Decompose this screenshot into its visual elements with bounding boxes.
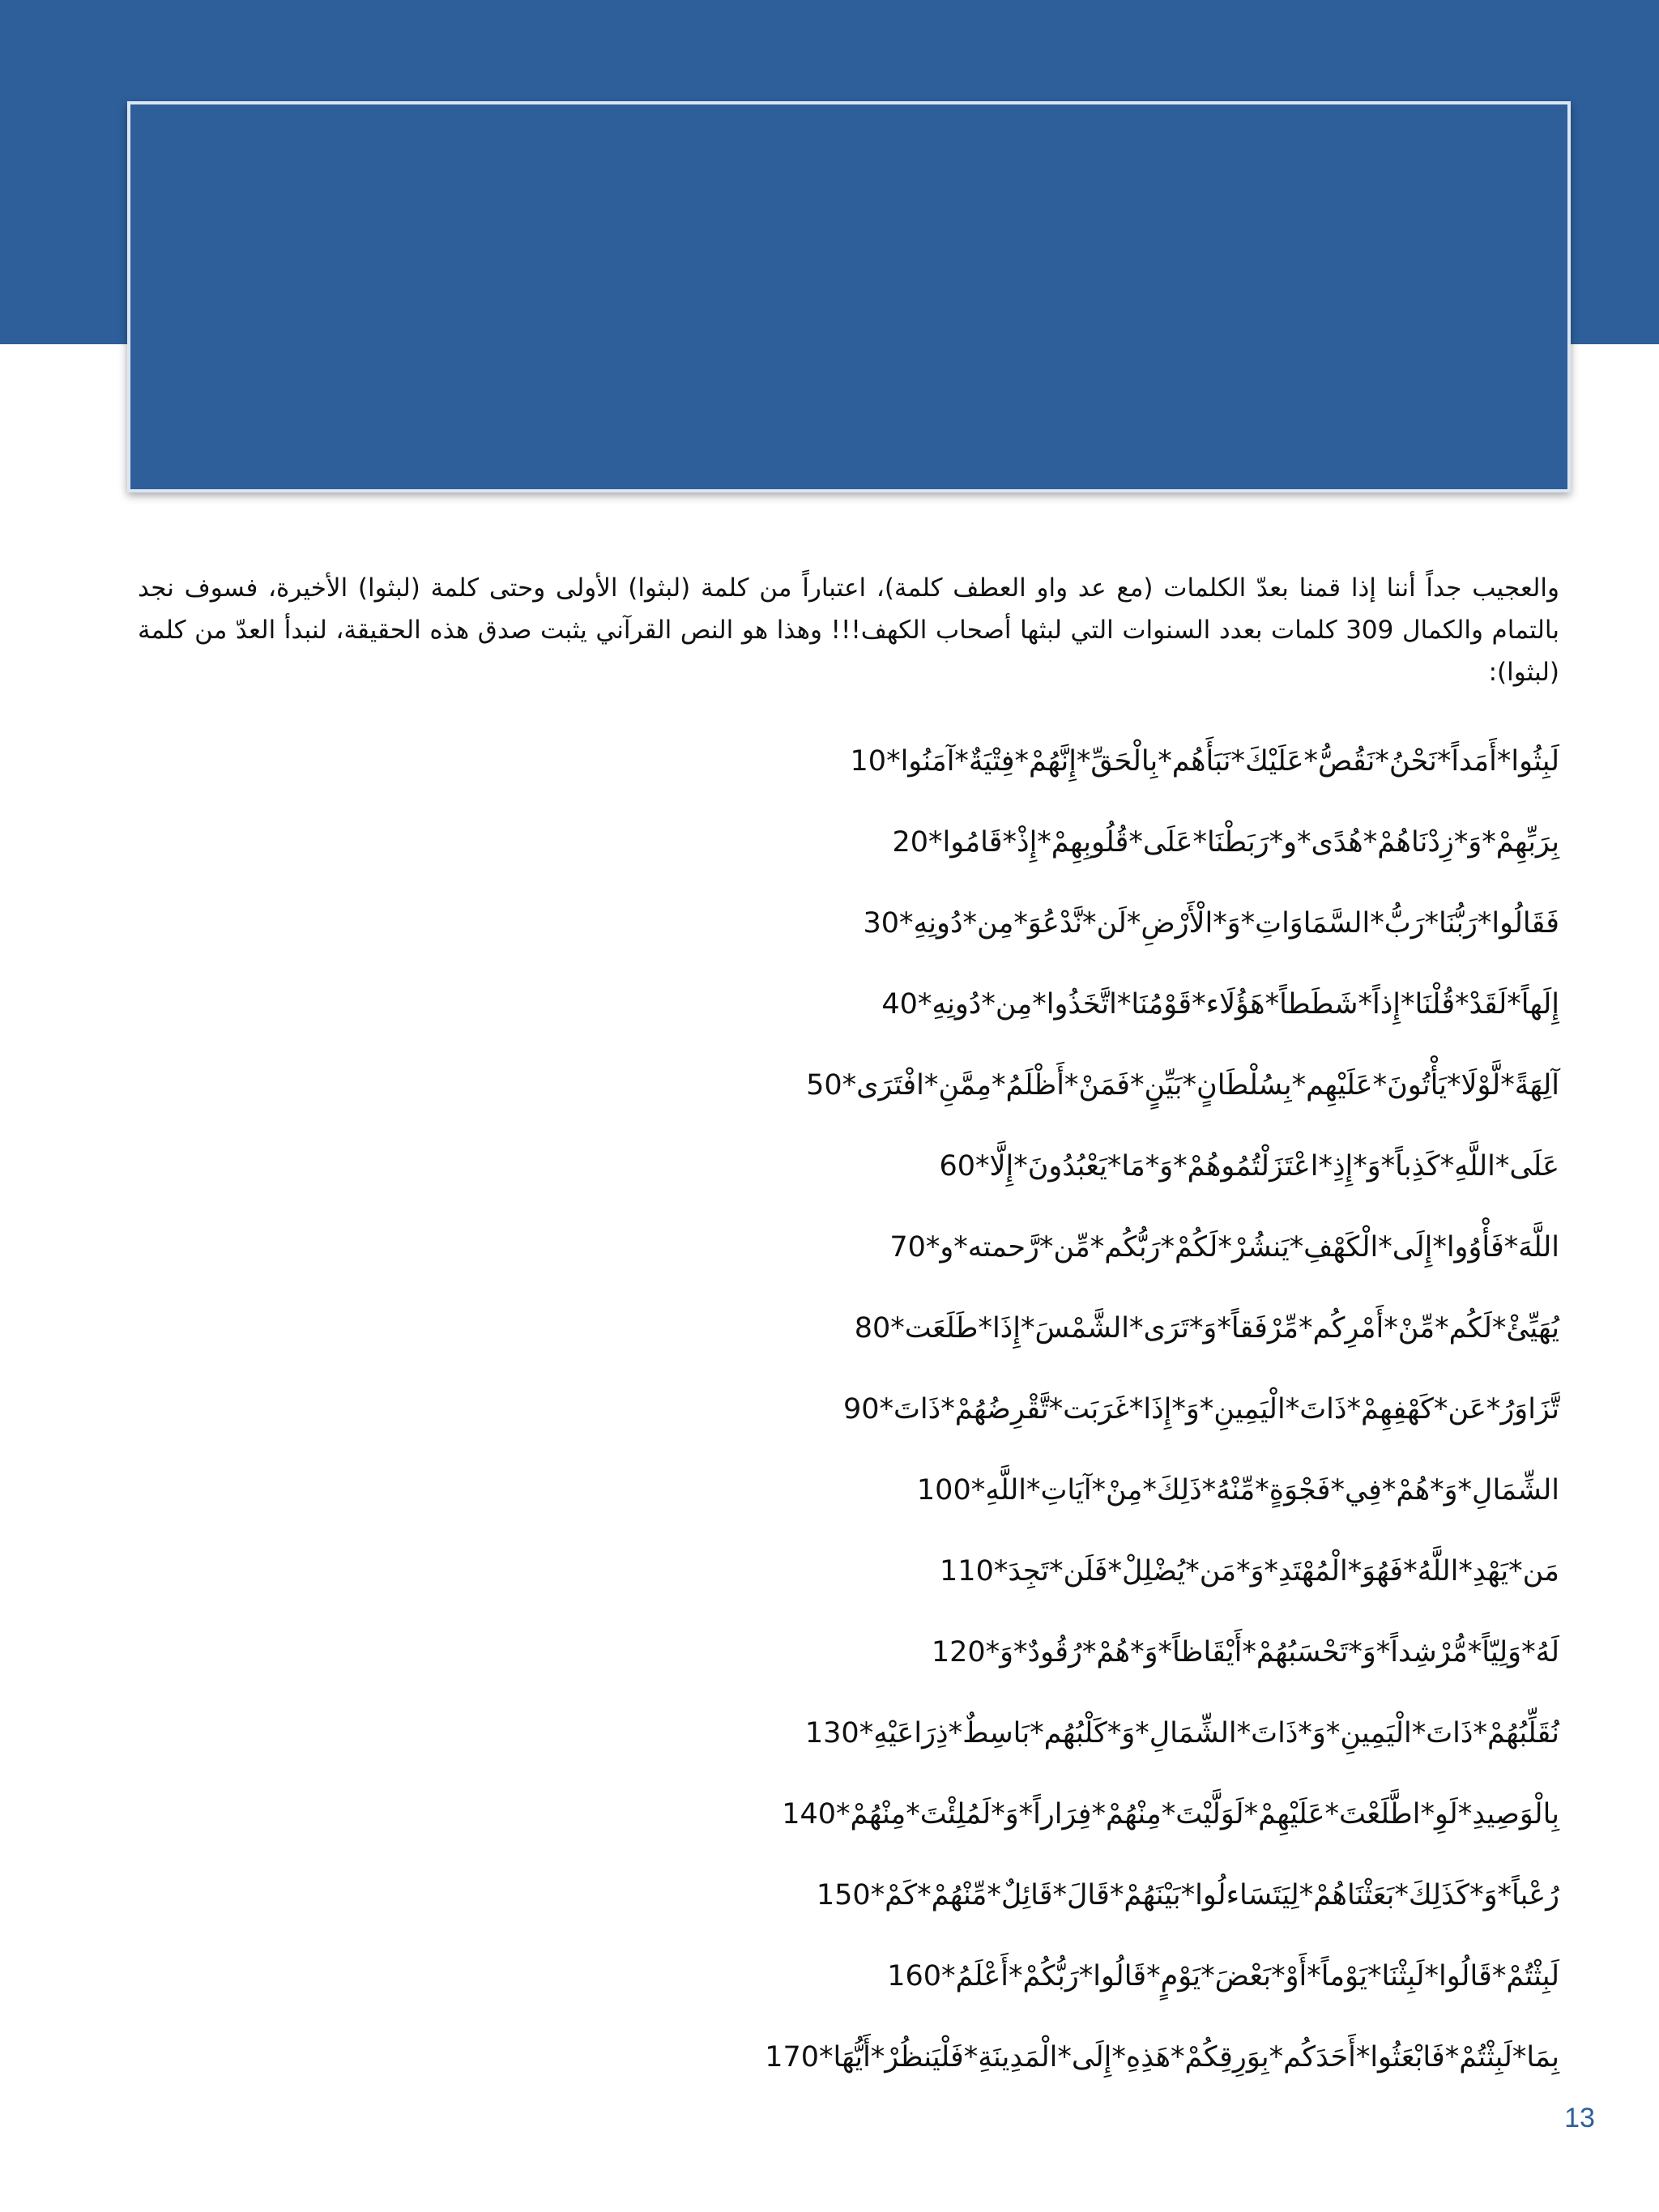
- verse-line: إِلَهاً*لَقَدْ*قُلْنَا*إِذاً*شَطَطاً*هَؤُلَاء*قَوْمُنَا*اتَّخَذُوا*مِن*دُونِهِ*40: [881, 988, 1559, 1021]
- verse-line: بِرَبِّهِمْ*وَ*زِدْنَاهُمْ*هُدًى*و*رَبَطْنَا*عَلَى*قُلُوبِهِمْ*إِذْ*قَامُوا*20: [892, 826, 1559, 859]
- verse-line: الشِّمَالِ*وَ*هُمْ*فِي*فَجْوَةٍ*مِّنْهُ*ذَلِكَ*مِنْ*آيَاتِ*اللَّهِ*100: [916, 1474, 1559, 1507]
- verse-line: اللَّهَ*فَأْوُوا*إِلَى*الْكَهْفِ*يَنشُرْ*لَكُمْ*رَبُّكُم*مِّن*رَّحمته*و*70: [889, 1231, 1559, 1264]
- verse-line: يُهَيِّئْ*لَكُم*مِّنْ*أَمْرِكُم*مِّرْفَقاً*وَ*تَرَى*الشَّمْسَ*إِذَا*طَلَعَت*80: [854, 1312, 1559, 1345]
- verse-list: [138, 737, 1559, 2114]
- verse-line: بِالْوَصِيدِ*لَوِ*اطَّلَعْتَ*عَلَيْهِمْ*لَوَلَّيْتَ*مِنْهُمْ*فِرَاراً*وَ*لَمُلِئْتَ*مِنْهُمْ*140: [782, 1798, 1559, 1831]
- verse-line: فَقَالُوا*رَبُّنَا*رَبُّ*السَّمَاوَاتِ*وَ*الْأَرْضِ*لَن*نَّدْعُوَ*مِن*دُونِهِ*30: [863, 907, 1559, 940]
- verse-line: لَبِثُوا*أَمَداً*نَحْنُ*نَقُصُّ*عَلَيْكَ*نَبَأَهُم*بِالْحَقِّ*إِنَّهُمْ*فِتْيَةٌ*آمَنُوا*10: [850, 745, 1559, 778]
- verse-line: عَلَى*اللَّهِ*كَذِباً*وَ*إِذِ*اعْتَزَلْتُمُوهُمْ*وَ*مَا*يَعْبُدُونَ*إِلَّا*60: [939, 1150, 1559, 1183]
- intro-paragraph: والعجيب جداً أننا إذا قمنا بعدّ الكلمات (مع عد واو العطف كلمة)، اعتباراً من كلمة (لبثوا) الأولى وحتى كلمة (لبثوا) الأخيرة، فسوف نجد بالتمام والكمال 309 كلمات بعدد السنوات التي لبثها أصحاب الكهف!!! وهذا هو النص القرآني يثبت صدق هذه الحقيقة، لنبدأ العدّ من كلمة (لبثوا):: [138, 573, 1559, 687]
- verse-line: مَن*يَهْدِ*اللَّهُ*فَهُوَ*الْمُهْتَدِ*وَ*مَن*يُضْلِلْ*فَلَن*تَجِدَ*110: [940, 1555, 1559, 1588]
- page-number: 13: [1564, 2103, 1595, 2133]
- verse-line: آلِهَةً*لَّوْلَا*يَأْتُونَ*عَلَيْهِم*بِسُلْطَانٍ*بَيِّنٍ*فَمَنْ*أَظْلَمُ*مِمَّنِ*افْتَرَى*50: [806, 1069, 1559, 1102]
- verse-line: لَبِثْتُمْ*قَالُوا*لَبِثْنَا*يَوْماً*أَوْ*بَعْضَ*يَوْمٍ*قَالُوا*رَبُّكُمْ*أَعْلَمُ*160: [887, 1960, 1559, 1993]
- verse-line: لَهُ*وَلِيّاً*مُّرْشِداً*وَ*تَحْسَبُهُمْ*أَيْقَاظاً*وَ*هُمْ*رُقُودٌ*وَ*120: [931, 1636, 1559, 1669]
- verse-line: بِمَا*لَبِثْتُمْ*فَابْعَثُوا*أَحَدَكُم*بِوَرِقِكُمْ*هَذِهِ*إِلَى*الْمَدِينَةِ*فَلْيَنظُرْ*أَيُّهَا*170: [765, 2041, 1559, 2073]
- verse-line: تَّزَاوَرُ*عَن*كَهْفِهِمْ*ذَاتَ*الْيَمِينِ*وَ*إِذَا*غَرَبَت*تَّقْرِضُهُمْ*ذَاتَ*90: [842, 1393, 1559, 1426]
- header-title-box: [127, 101, 1571, 492]
- verse-line: نُقَلِّبُهُمْ*ذَاتَ*الْيَمِينِ*وَ*ذَاتَ*الشِّمَالِ*وَ*كَلْبُهُم*بَاسِطٌ*ذِرَاعَيْهِ*130: [804, 1717, 1559, 1750]
- verse-line: رُعْباً*وَ*كَذَلِكَ*بَعَثْنَاهُمْ*لِيَتَسَاءلُوا*بَيْنَهُمْ*قَالَ*قَائِلٌ*مِّنْهُمْ*كَمْ*150: [816, 1879, 1559, 1912]
